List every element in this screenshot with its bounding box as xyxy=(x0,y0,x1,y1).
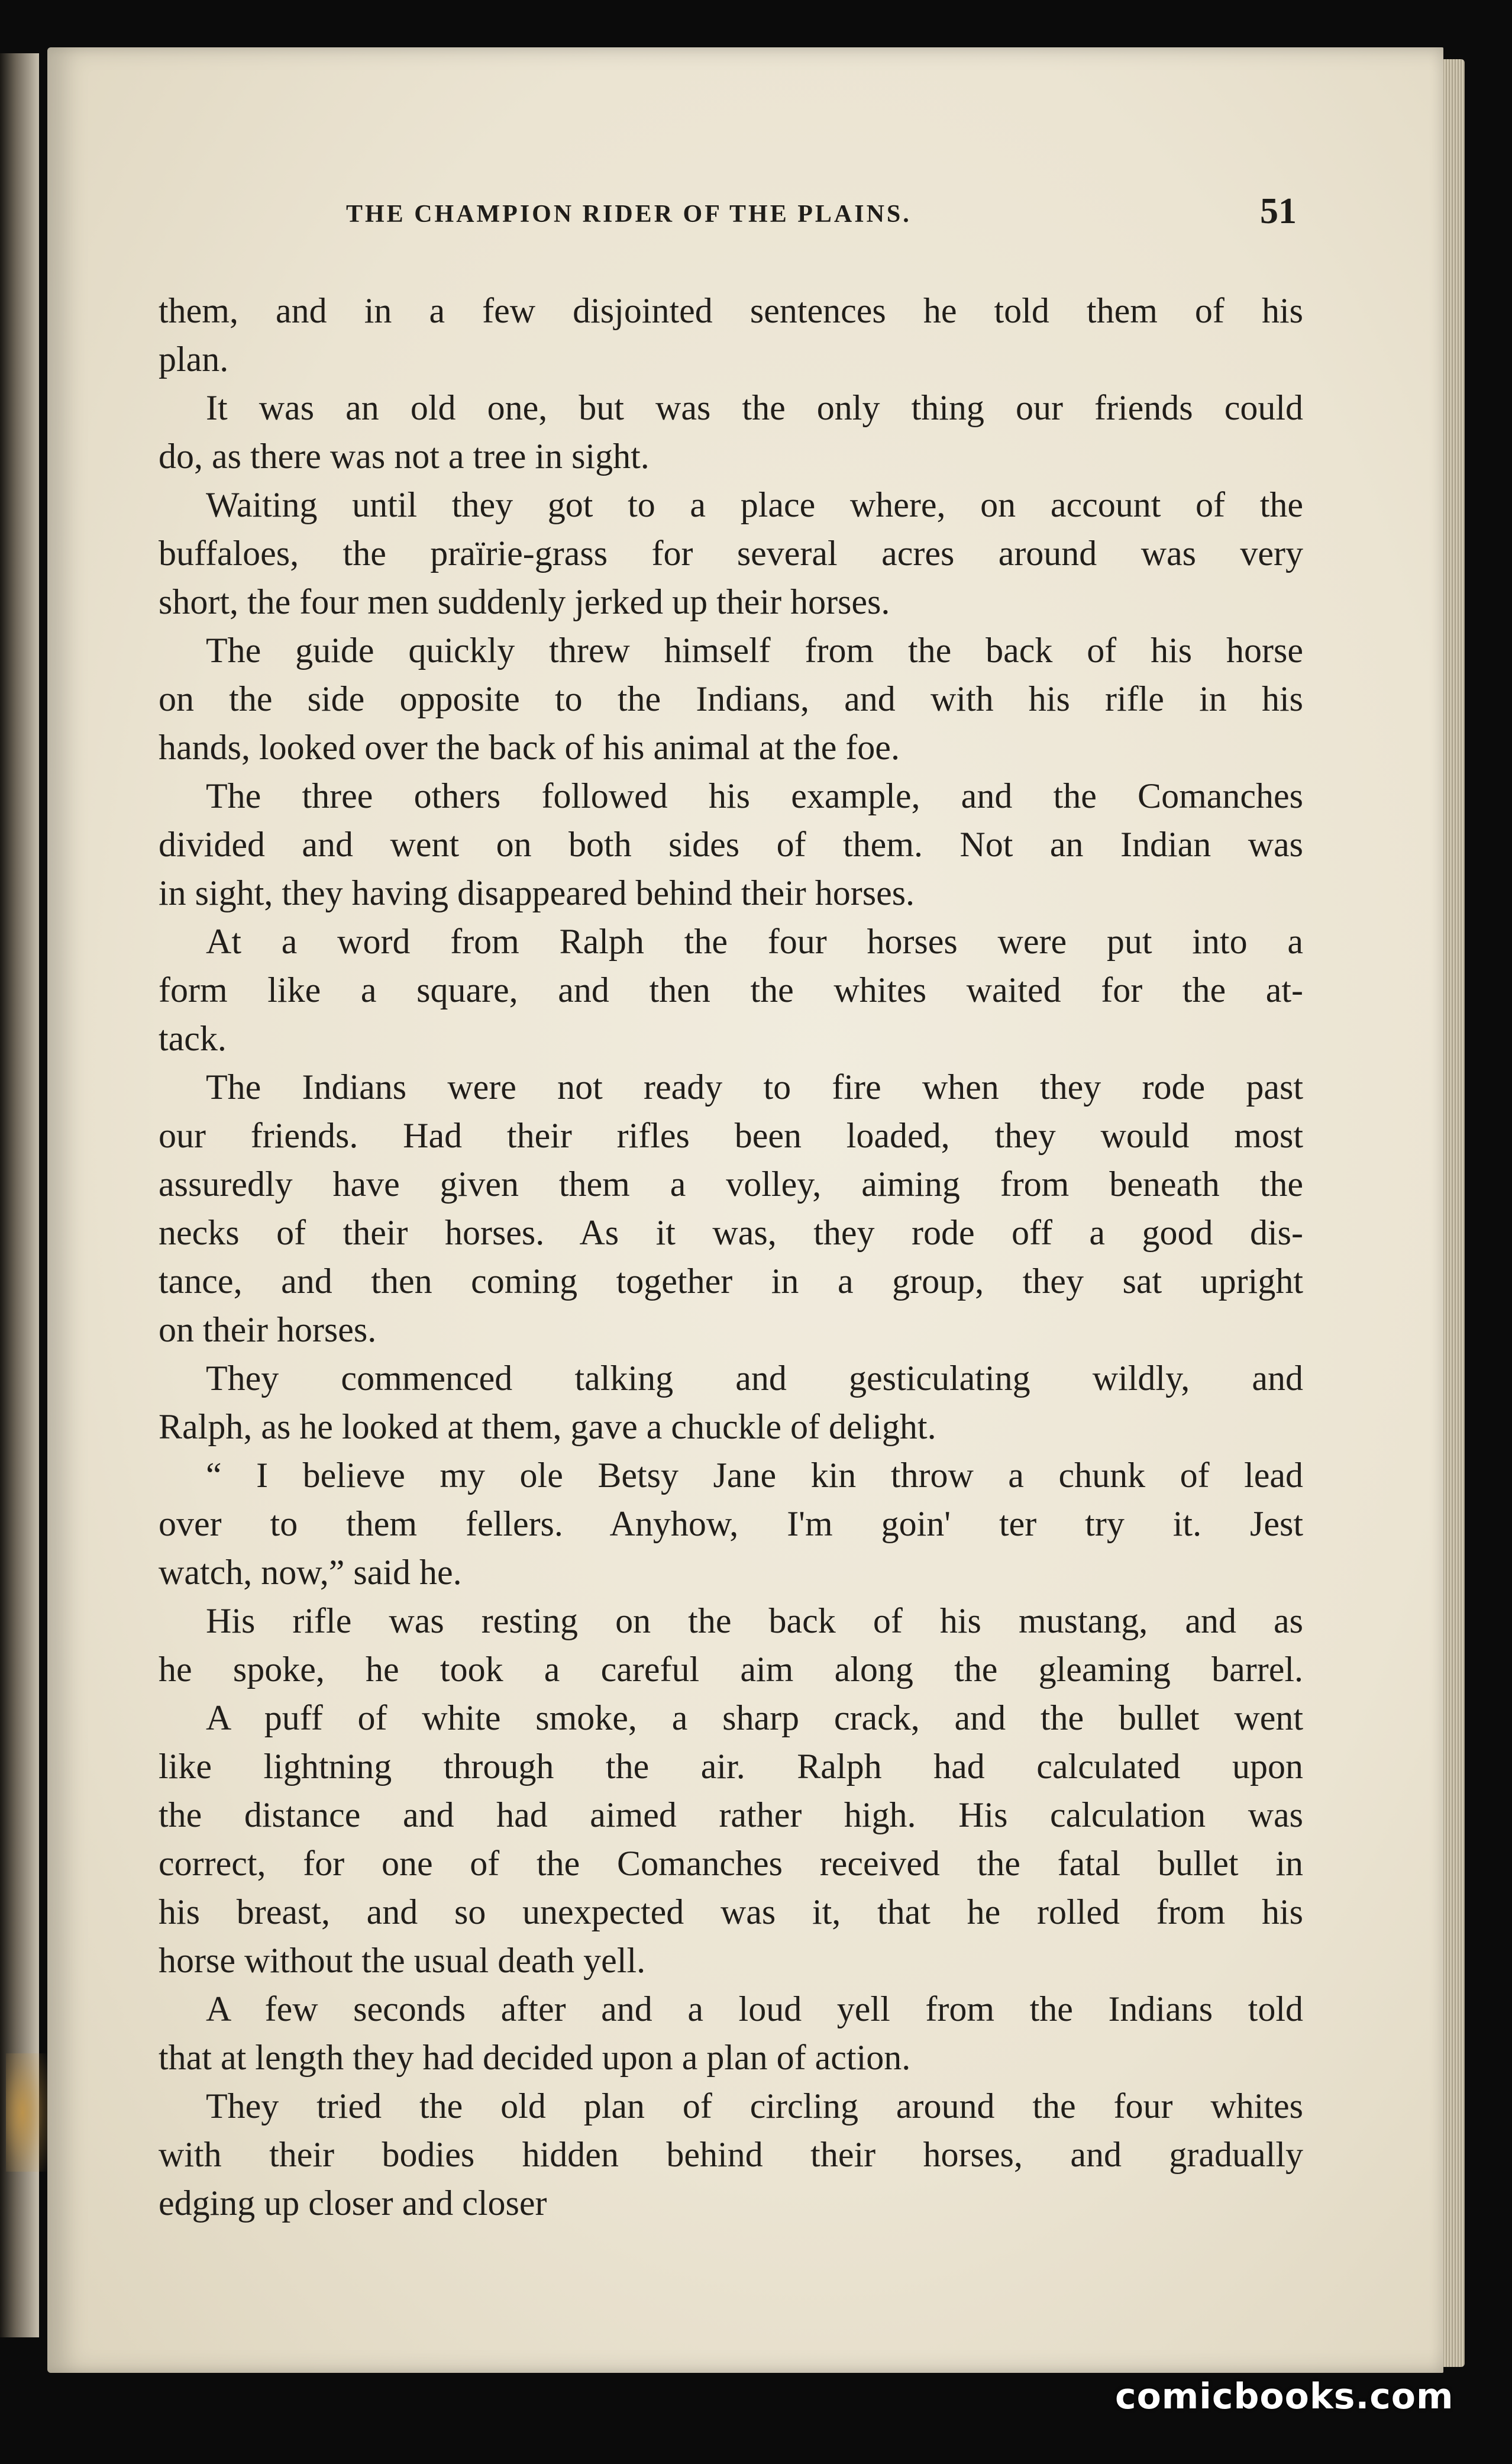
text-line: tance, and then coming together in a group, they sat upright xyxy=(159,1262,1303,1301)
text-line: They tried the old plan of circling around the four whites xyxy=(206,2086,1303,2126)
text-line: His rifle was resting on the back of his mustang, and as xyxy=(206,1601,1303,1640)
text-line: them, and in a few disjointed sentences he told them of his xyxy=(159,291,1303,330)
text-line: tack. xyxy=(159,1019,227,1058)
text-line: A puff of white smoke, a sharp crack, and the bullet went xyxy=(206,1698,1303,1737)
text-line: on the side opposite to the Indians, and with his rifle in his xyxy=(159,679,1303,718)
text-line: form like a square, and then the whites waited for the at- xyxy=(159,970,1303,1010)
text-line: in sight, they having disappeared behind their horses. xyxy=(159,873,915,912)
text-line: buffaloes, the praïrie-grass for several acres around was very xyxy=(159,534,1303,573)
text-line: short, the four men suddenly jerked up their horses. xyxy=(159,582,890,621)
watermark: comicbooks.com xyxy=(1115,2376,1454,2417)
text-line: that at length they had decided upon a plan of action. xyxy=(159,2038,911,2077)
text-line: “ I believe my ole Betsy Jane kin throw a chunk of lead xyxy=(206,1456,1303,1495)
text-line: The Indians were not ready to fire when they rode past xyxy=(206,1067,1303,1107)
text-line: on their horses. xyxy=(159,1310,377,1349)
text-line: correct, for one of the Comanches received the fatal bullet in xyxy=(159,1844,1303,1883)
page-stain xyxy=(6,2053,47,2172)
text-line: horse without the usual death yell. xyxy=(159,1941,646,1980)
page-edges xyxy=(1441,59,1465,2367)
facing-page-edge xyxy=(0,53,39,2337)
text-line: he spoke, he took a careful aim along the gleaming barrel. xyxy=(159,1650,1303,1689)
text-line: over to them fellers. Anyhow, I'm goin' ter try it. Jest xyxy=(159,1504,1303,1543)
text-line: do, as there was not a tree in sight. xyxy=(159,437,650,476)
text-line: At a word from Ralph the four horses were put into a xyxy=(206,922,1303,961)
text-line: the distance and had aimed rather high. His calculation was xyxy=(159,1795,1303,1834)
text-line: necks of their horses. As it was, they rode off a good dis- xyxy=(159,1213,1303,1252)
text-line: A few seconds after and a loud yell from the Indians told xyxy=(206,1989,1303,2028)
text-line: The guide quickly threw himself from the back of his horse xyxy=(206,631,1303,670)
page-number: 51 xyxy=(1260,191,1297,231)
text-line: like lightning through the air. Ralph had calculated upon xyxy=(159,1747,1303,1786)
text-line: Ralph, as he looked at them, gave a chuckle of delight. xyxy=(159,1407,936,1446)
text-line: his breast, and so unexpected was it, that he rolled from his xyxy=(159,1892,1303,1931)
text-line: divided and went on both sides of them. Not an Indian was xyxy=(159,825,1303,864)
text-line: our friends. Had their rifles been loaded, they would most xyxy=(159,1116,1303,1155)
running-head: THE CHAMPION RIDER OF THE PLAINS. xyxy=(346,201,912,228)
text-line: hands, looked over the back of his animal at the foe. xyxy=(159,728,900,767)
text-line: The three others followed his example, and the Comanches xyxy=(206,776,1303,815)
text-line: plan. xyxy=(159,340,229,379)
text-line: They commenced talking and gesticulating wildly, and xyxy=(206,1359,1303,1398)
text-line: assuredly have given them a volley, aiming from beneath the xyxy=(159,1165,1303,1204)
text-line: It was an old one, but was the only thing our friends could xyxy=(206,388,1303,427)
text-line: edging up closer and closer xyxy=(159,2184,547,2223)
text-line: Waiting until they got to a place where, on account of the xyxy=(206,485,1303,524)
text-line: with their bodies hidden behind their horses, and gradually xyxy=(159,2135,1303,2174)
text-line: watch, now,” said he. xyxy=(159,1553,462,1592)
